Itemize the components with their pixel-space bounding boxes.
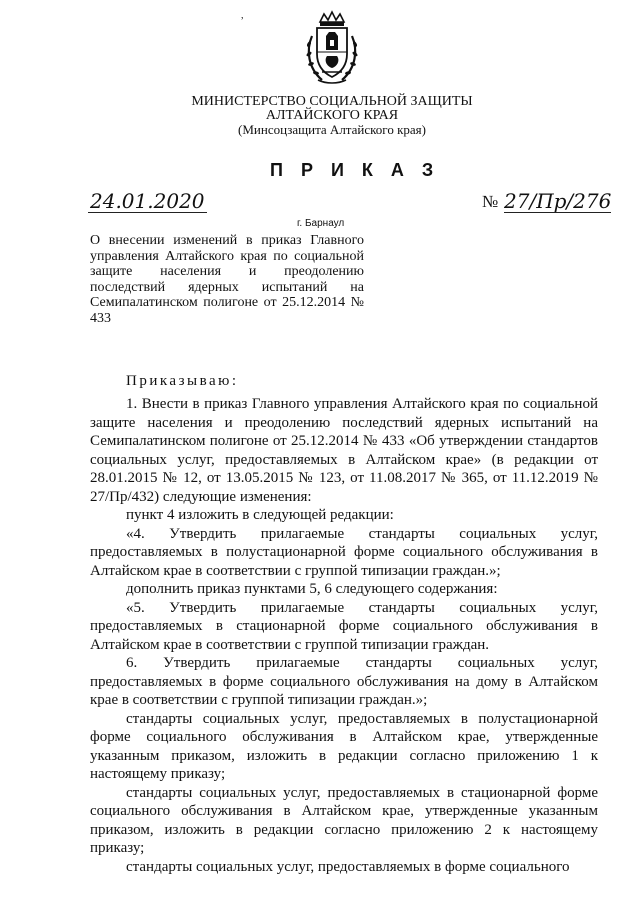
organization-short-name: (Минсоцзащита Алтайского края) [238, 122, 426, 137]
document-number: 27/Пр/276 [504, 189, 612, 213]
coat-of-arms-emblem [300, 10, 364, 88]
organization-header [0, 95, 640, 137]
paragraph-2: пункт 4 изложить в следующей редакции: [126, 507, 394, 523]
scan-mark: , [241, 10, 244, 21]
paragraph-5: «5. Утвердить прилагаемые стандарты социальных услуг, предоставляемых в стационарной форме социального обслуживания в Алтайском крае в соответствии с группой типизации граждан. [90, 599, 598, 653]
paragraph-6: 6. Утвердить прилагаемые стандарты социальных услуг, предоставляемых в форме социального обслуживания на дому в Алтайском крае в соответствии с группой типизации граждан.»; [90, 655, 598, 708]
paragraph-4: дополнить приказ пунктами 5, 6 следующего содержания: [126, 581, 498, 597]
document-body [90, 395, 598, 876]
organization-name: МИНИСТЕРСТВО СОЦИАЛЬНОЙ ЗАЩИТЫ [191, 94, 473, 109]
paragraph-9: стандарты социальных услуг, предоставляемых в форме социального [126, 858, 570, 875]
paragraph-1: 1. Внести в приказ Главного управления Алтайского края по социальной защите населения и преодолению последствий ядерных испытаний на Семипалатинском полигоне от 25.12.2014 № 433 «Об утверждении стандартов социальных услуг, предоставляемых в Алтайском крае» (в редакции от 28.01.2015 № 12, от 13.05.2015 № 123, от 11.08.2017 № 365, от 11.12.2019 № 27/Пр/432) следующие изменения: [90, 396, 598, 505]
document-date: 24.01.2020 [90, 189, 205, 213]
order-heading: Приказываю: [126, 373, 239, 389]
organization-region: АЛТАЙСКОГО КРАЯ [265, 108, 399, 123]
number-sign: № [482, 192, 499, 211]
paragraph-7: стандарты социальных услуг, предоставляемых в полустационарной форме социального обслуживания в Алтайском крае, утвержденные указанным приказом, изложить в редакции согласно приложению 1 к настоящему приказу; [90, 710, 598, 782]
document-title: ПРИКАЗ [270, 160, 452, 180]
document-subject: О внесении изменений в приказ Главного управления Алтайского края по социальной защите населения и преодолению последствий ядерных испытаний на Семипалатинском полигоне от 25.12.2014 № 433 [90, 233, 364, 326]
paragraph-8: стандарты социальных услуг, предоставляемых в стационарной форме социального обслуживания в Алтайском крае, утвержденные указанным приказом, изложить в редакции согласно приложению 2 к настоящему приказу; [90, 784, 598, 856]
document-city: г. Барнаул [297, 218, 345, 229]
paragraph-3: «4. Утвердить прилагаемые стандарты социальных услуг, предоставляемых в полустационарной форме социального обслуживания в Алтайском крае в соответствии с группой типизации граждан.»; [90, 525, 598, 579]
